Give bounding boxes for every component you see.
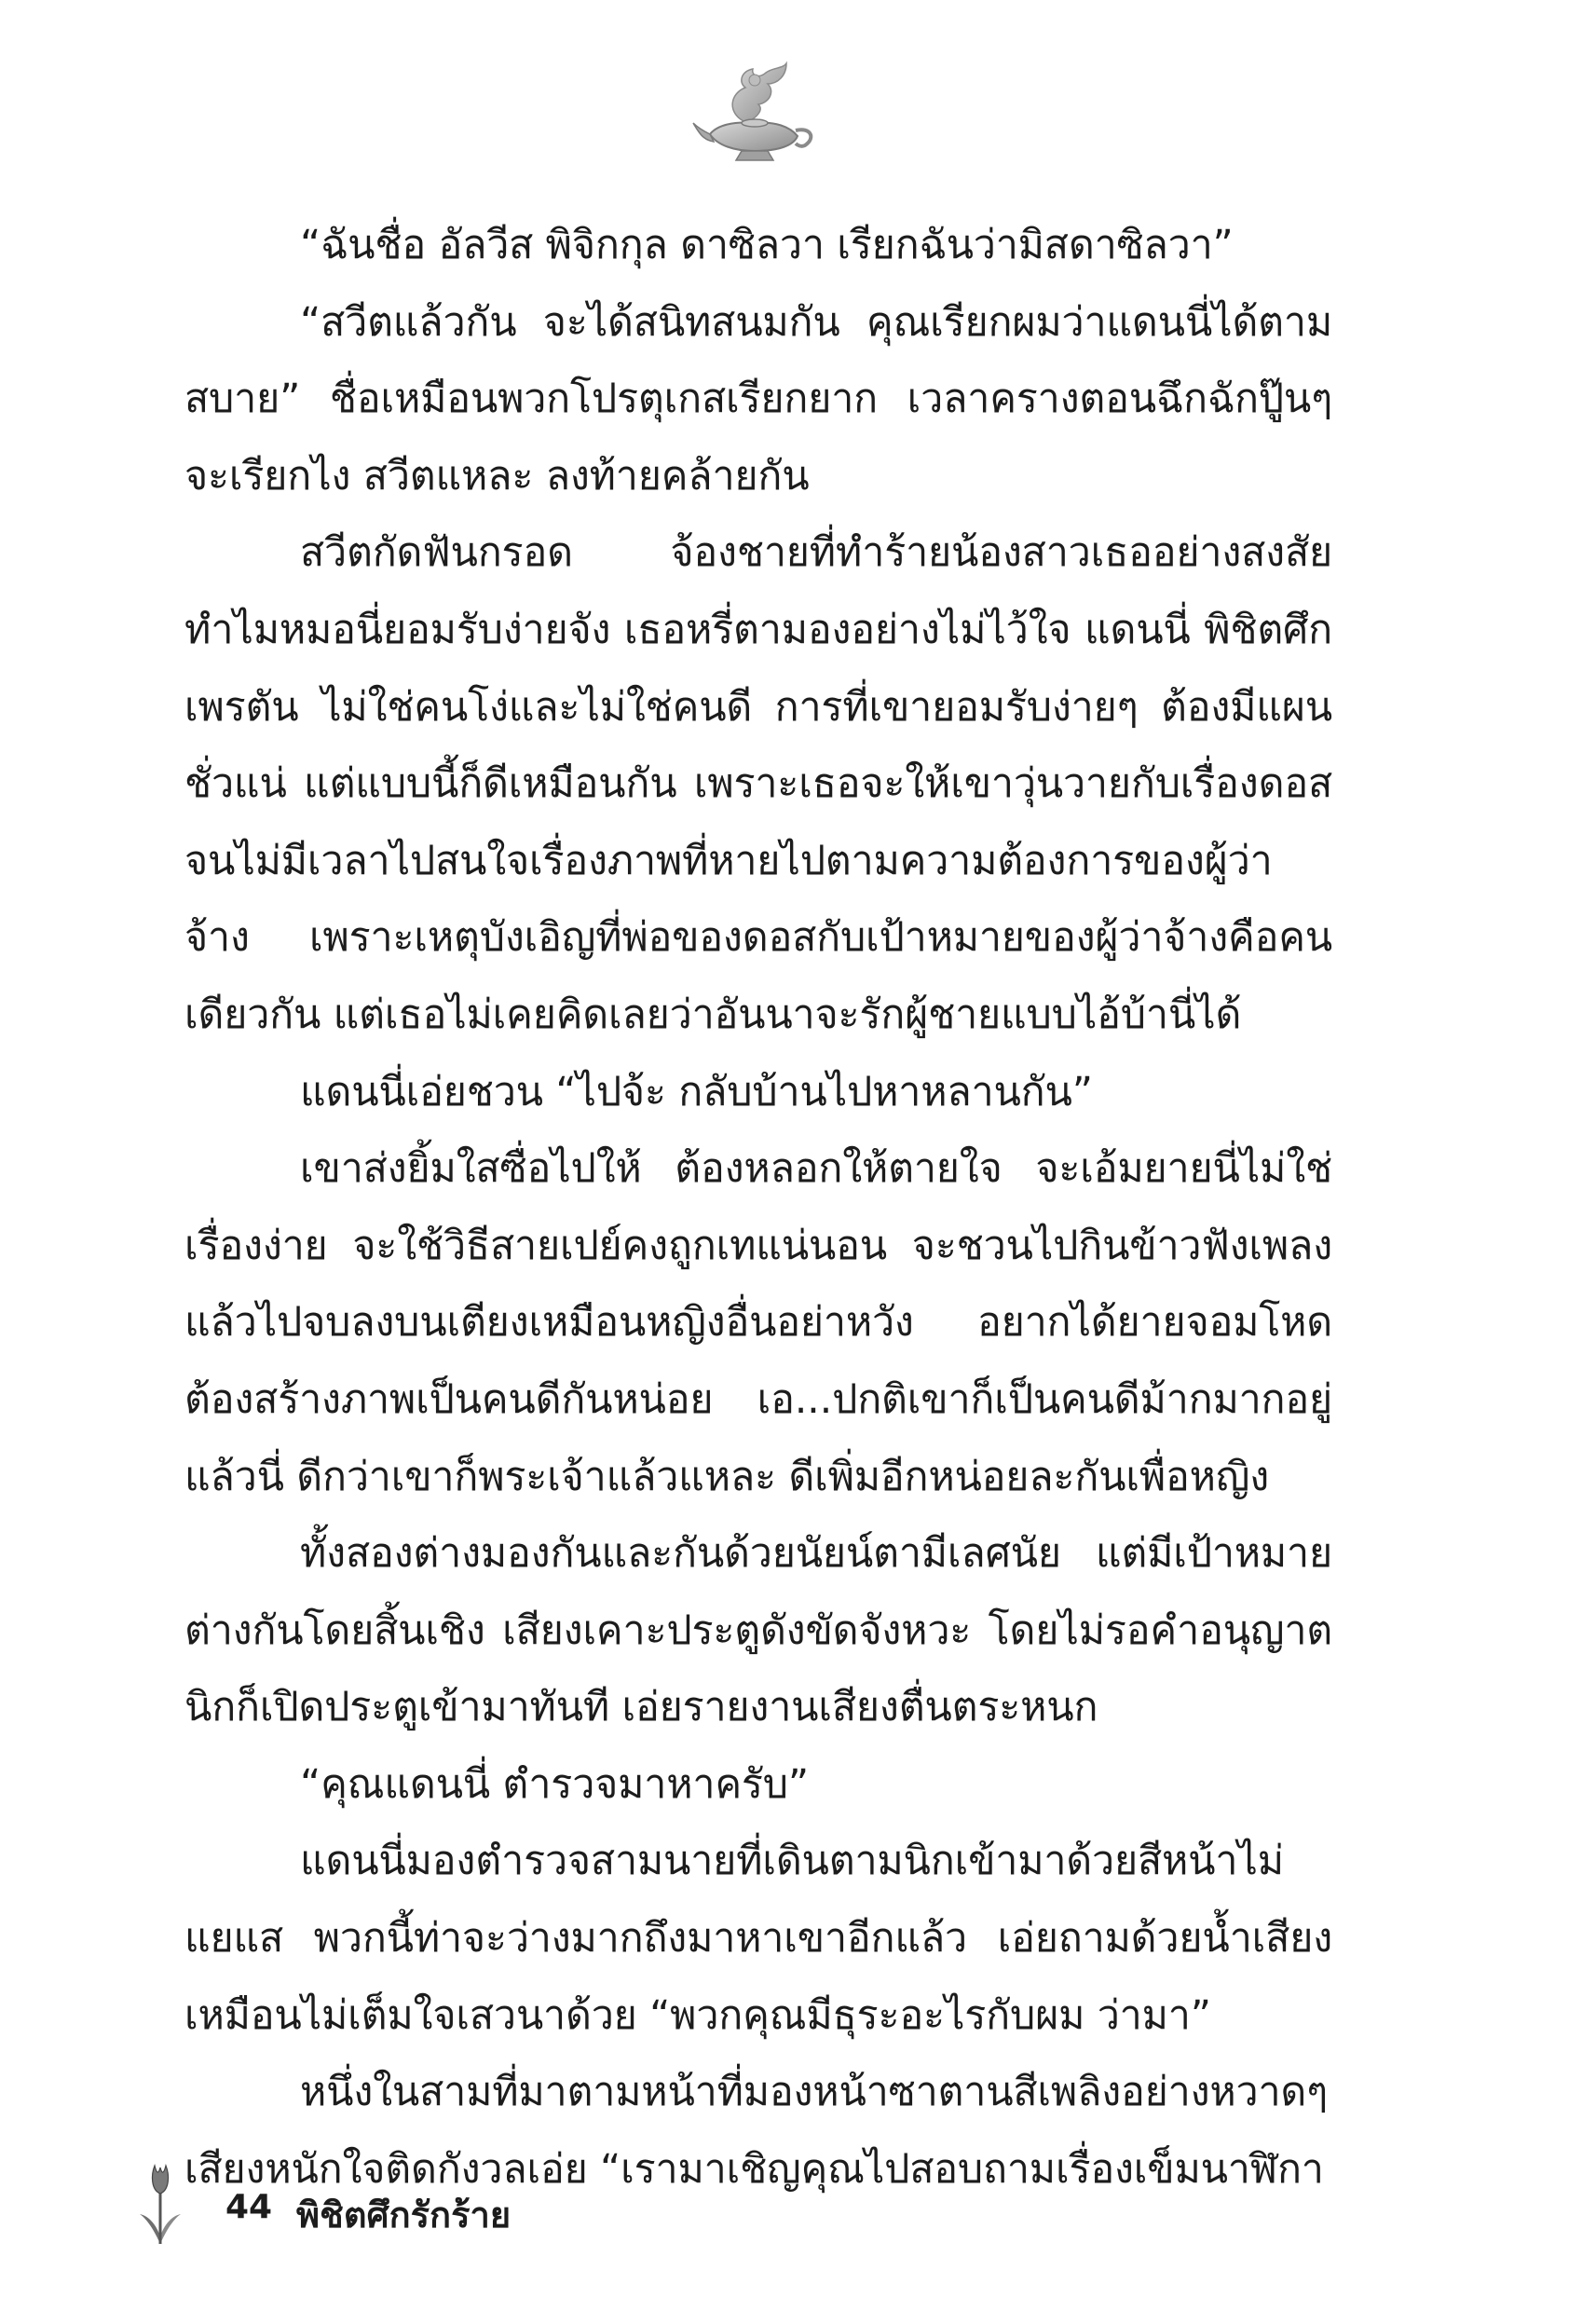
paragraph: ทั้งสองต่างมองกันและกันด้วยนัยน์ตามีเลศนัย แต่มีเป้าหมายต่างกันโดยสิ้นเชิง เสียงเคาะประตูดังขัดจังหวะ โดยไม่รอคำอนุญาตนิกก็เปิดประตูเข้ามาทันที เอ่ยรายงานเสียงตื่นตระหนก xyxy=(184,1530,1332,1731)
page-footer xyxy=(140,2160,699,2253)
genie-lamp-ornament-icon xyxy=(689,56,820,168)
paragraph: แดนนี่มองตำรวจสามนายที่เดินตามนิกเข้ามาด้วยสีหน้าไม่แยแส พวกนี้ท่าจะว่างมากถึงมาหาเขาอีกแล้ว เอ่ยถามด้วยน้ำเสียงเหมือนไม่เต็มใจเสวนาด้วย “พวกคุณมีธุระอะไรกับผม ว่ามา” xyxy=(184,1838,1332,2039)
paragraph: แดนนี่เอ่ยชวน “ไปจ้ะ กลับบ้านไปหาหลานกัน” xyxy=(300,1068,1093,1115)
paragraph: “สวีตแล้วกัน จะได้สนิทสนมกัน คุณเรียกผมว่าแดนนี่ได้ตามสบาย” ชื่อเหมือนพวกโปรตุเกสเรียกยาก เวลาครางตอนฉึกฉักปู๊นๆ จะเรียกไง สวีตแหละ ลงท้ายคล้ายกัน xyxy=(184,298,1332,499)
paragraph: สวีตกัดฟันกรอด จ้องชายที่ทำร้ายน้องสาวเธออย่างสงสัย ทำไมหมอนี่ยอมรับง่ายจัง เธอหรี่ตามองอย่างไม่ไว้ใจ แดนนี่ พิชิตศึกเพรตัน ไม่ใช่คนโง่และไม่ใช่คนดี การที่เขายอมรับง่ายๆ ต้องมีแผนชั่วแน่ แต่แบบนี้ก็ดีเหมือนกัน เพราะเธอจะให้เขาวุ่นวายกับเรื่องดอสจนไม่มีเวลาไปสนใจเรื่องภาพที่หายไปตามความต้องการของผู้ว่าจ้าง เพราะเหตุบังเอิญที่พ่อของดอสกับเป้าหมายของผู้ว่าจ้างคือคนเดียวกัน แต่เธอไม่เคยคิดเลยว่าอันนาจะรักผู้ชายแบบไอ้บ้านี่ได้ xyxy=(184,529,1332,1038)
paragraph: “คุณแดนนี่ ตำรวจมาหาครับ” xyxy=(300,1760,809,1808)
page-number: 44 xyxy=(225,2188,273,2226)
paragraph: เขาส่งยิ้มใสซื่อไปให้ ต้องหลอกให้ตายใจ จะเอ้มยายนี่ไม่ใช่เรื่องง่าย จะใช้วิธีสายเปย์คงถูกเทแน่นอน จะชวนไปกินข้าวฟังเพลงแล้วไปจบลงบนเตียงเหมือนหญิงอื่นอย่าหวัง อยากได้ยายจอมโหดต้องสร้างภาพเป็นคนดีกันหน่อย เอ...ปกติเขาก็เป็นคนดีม้ากมากอยู่แล้วนี่ ดีกว่าเขาก็พระเจ้าแล้วแหละ ดีเพิ่มอีกหน่อยละกันเพื่อหญิง xyxy=(184,1145,1332,1500)
paragraph: “ฉันชื่อ อัลวีส พิจิกกุล ดาซิลวา เรียกฉันว่ามิสดาซิลวา” xyxy=(300,222,1234,268)
book-title: พิชิตศึกรักร้าย xyxy=(296,2195,512,2236)
body-text xyxy=(184,207,1332,2208)
tulip-flower-icon xyxy=(140,2160,181,2246)
paragraph: หนึ่งในสามที่มาตามหน้าที่มองหน้าซาตานสีเพลิงอย่างหวาดๆ เสียงหนักใจติดกังวลเอ่ย “เรามาเชิญคุณไปสอบถามเรื่องเข็มนาฬิกา xyxy=(184,2069,1329,2193)
